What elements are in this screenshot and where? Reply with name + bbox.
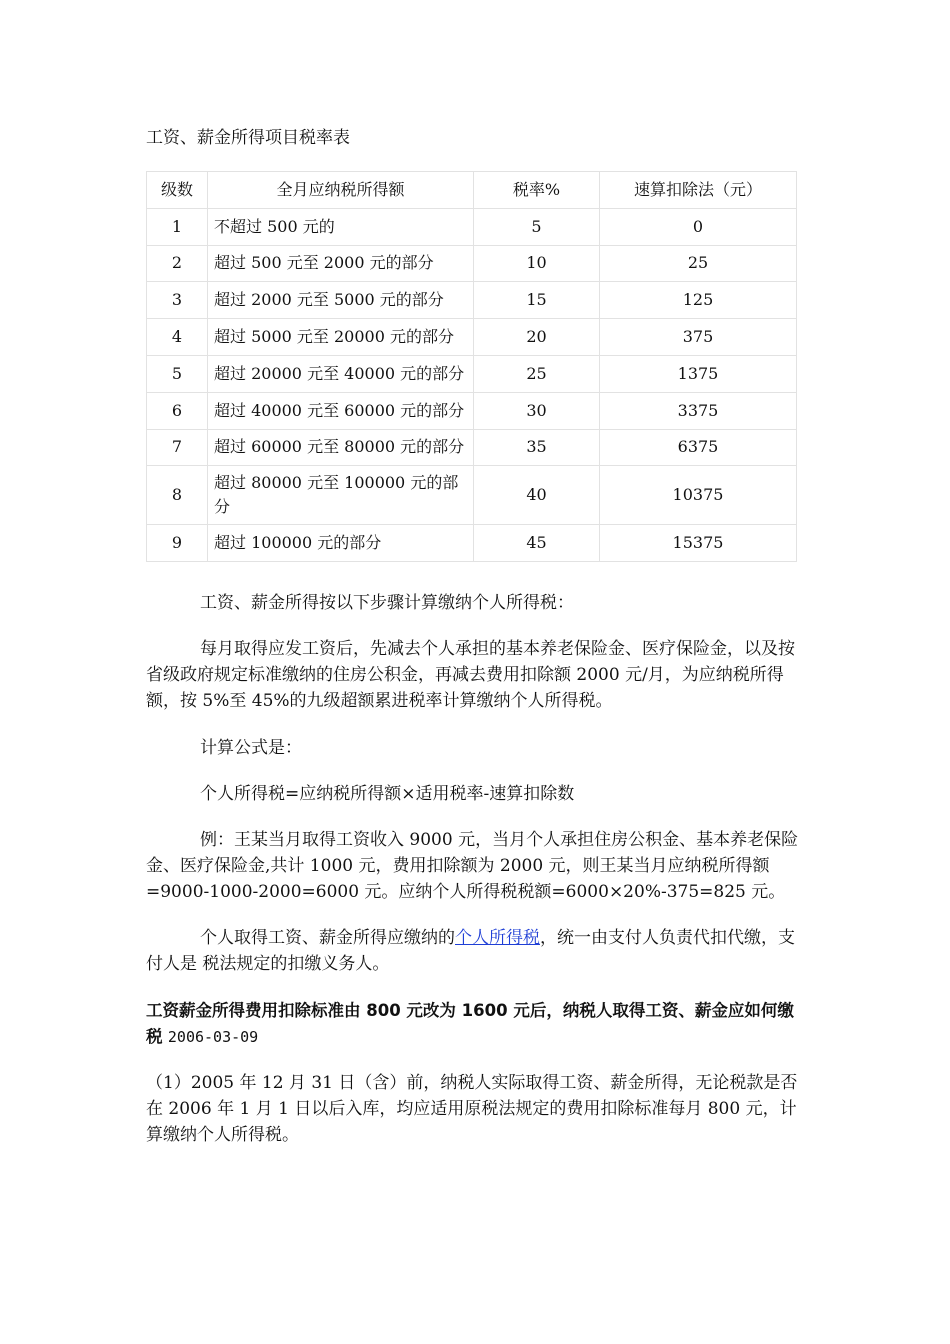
header-deduction: 速算扣除法（元） — [600, 172, 797, 209]
table-row — [147, 208, 797, 245]
example-paragraph: 例：王某当月取得工资收入 9000 元，当月个人承担住房公积金、基本养老保险金、医疗保险金,共计 1000 元，费用扣除额为 2000 元，则王某当月应纳税所得额=9000-1000-2000=6000 元。应纳个人所得税税额=6000×20%-375=825 元。 — [146, 830, 799, 902]
table-row — [147, 355, 797, 392]
table-row — [147, 525, 797, 562]
cell-range: 超过 2000 元至 5000 元的部分 — [208, 282, 474, 319]
table-title: 工资、薪金所得项目税率表 — [146, 128, 350, 148]
cell-range: 超过 80000 元至 100000 元的部分 — [208, 466, 474, 525]
cell-deduction: 25 — [600, 245, 797, 282]
cell-level: 5 — [147, 355, 208, 392]
cell-rate: 5 — [474, 208, 600, 245]
cell-level: 1 — [147, 208, 208, 245]
withholding-text-after: ，统一由支付人负责代扣代缴，支付人是 税法规定的扣缴义务人。 — [146, 928, 795, 974]
table-row — [147, 319, 797, 356]
income-tax-link[interactable]: 个人所得税 — [455, 928, 540, 948]
cell-level: 4 — [147, 319, 208, 356]
cell-range: 超过 100000 元的部分 — [208, 525, 474, 562]
table-row — [147, 429, 797, 466]
withholding-text-before: 个人取得工资、薪金所得应缴纳的 — [200, 928, 455, 948]
cell-rate: 35 — [474, 429, 600, 466]
table-row — [147, 245, 797, 282]
table-row — [147, 466, 797, 525]
table-row — [147, 392, 797, 429]
cell-level: 9 — [147, 525, 208, 562]
withholding-paragraph — [146, 925, 806, 977]
cell-rate: 10 — [474, 245, 600, 282]
table-row — [147, 282, 797, 319]
header-rate: 税率% — [474, 172, 600, 209]
cell-rate: 30 — [474, 392, 600, 429]
cell-range: 超过 20000 元至 40000 元的部分 — [208, 355, 474, 392]
tax-rate-table — [146, 171, 797, 562]
cell-range: 超过 40000 元至 60000 元的部分 — [208, 392, 474, 429]
cell-rate: 40 — [474, 466, 600, 525]
cell-range: 不超过 500 元的 — [208, 208, 474, 245]
cell-rate: 20 — [474, 319, 600, 356]
cell-rate: 25 — [474, 355, 600, 392]
cell-level: 2 — [147, 245, 208, 282]
cell-deduction: 125 — [600, 282, 797, 319]
table-header-row — [147, 172, 797, 209]
steps-intro: 工资、薪金所得按以下步骤计算缴纳个人所得税： — [200, 593, 574, 613]
cell-rate: 15 — [474, 282, 600, 319]
formula-text: 个人所得税=应纳税所得额×适用税率-速算扣除数 — [200, 784, 575, 804]
section-heading-date: 2006-03-09 — [167, 1028, 259, 1046]
formula-label: 计算公式是： — [200, 738, 302, 758]
cell-level: 7 — [147, 429, 208, 466]
cell-deduction: 375 — [600, 319, 797, 356]
cell-deduction: 10375 — [600, 466, 797, 525]
cell-deduction: 3375 — [600, 392, 797, 429]
cell-level: 3 — [147, 282, 208, 319]
cell-deduction: 15375 — [600, 525, 797, 562]
cell-deduction: 0 — [600, 208, 797, 245]
section-heading-text: 工资薪金所得费用扣除标准由 800 元改为 1600 元后，纳税人取得工资、薪金应如何缴税 — [146, 1001, 794, 1046]
cell-range: 超过 500 元至 2000 元的部分 — [208, 245, 474, 282]
header-level: 级数 — [147, 172, 208, 209]
cell-deduction: 6375 — [600, 429, 797, 466]
cell-level: 8 — [147, 466, 208, 525]
cell-range: 超过 5000 元至 20000 元的部分 — [208, 319, 474, 356]
cell-range: 超过 60000 元至 80000 元的部分 — [208, 429, 474, 466]
steps-body: 每月取得应发工资后，先减去个人承担的基本养老保险金、医疗保险金，以及按省级政府规定标准缴纳的住房公积金，再减去费用扣除额 2000 元/月，为应纳税所得额，按 5%至 45%的九级超额累进税率计算缴纳个人所得税。 — [146, 639, 795, 711]
cell-deduction: 1375 — [600, 355, 797, 392]
cell-level: 6 — [147, 392, 208, 429]
header-range: 全月应纳税所得额 — [208, 172, 474, 209]
section-heading — [146, 998, 806, 1050]
cell-rate: 45 — [474, 525, 600, 562]
item-1-paragraph: （1）2005 年 12 月 31 日（含）前，纳税人实际取得工资、薪金所得，无论税款是否在 2006 年 1 月 1 日以后入库，均应适用原税法规定的费用扣除标准每月 800 元，计算缴纳个人所得税。 — [146, 1073, 798, 1145]
